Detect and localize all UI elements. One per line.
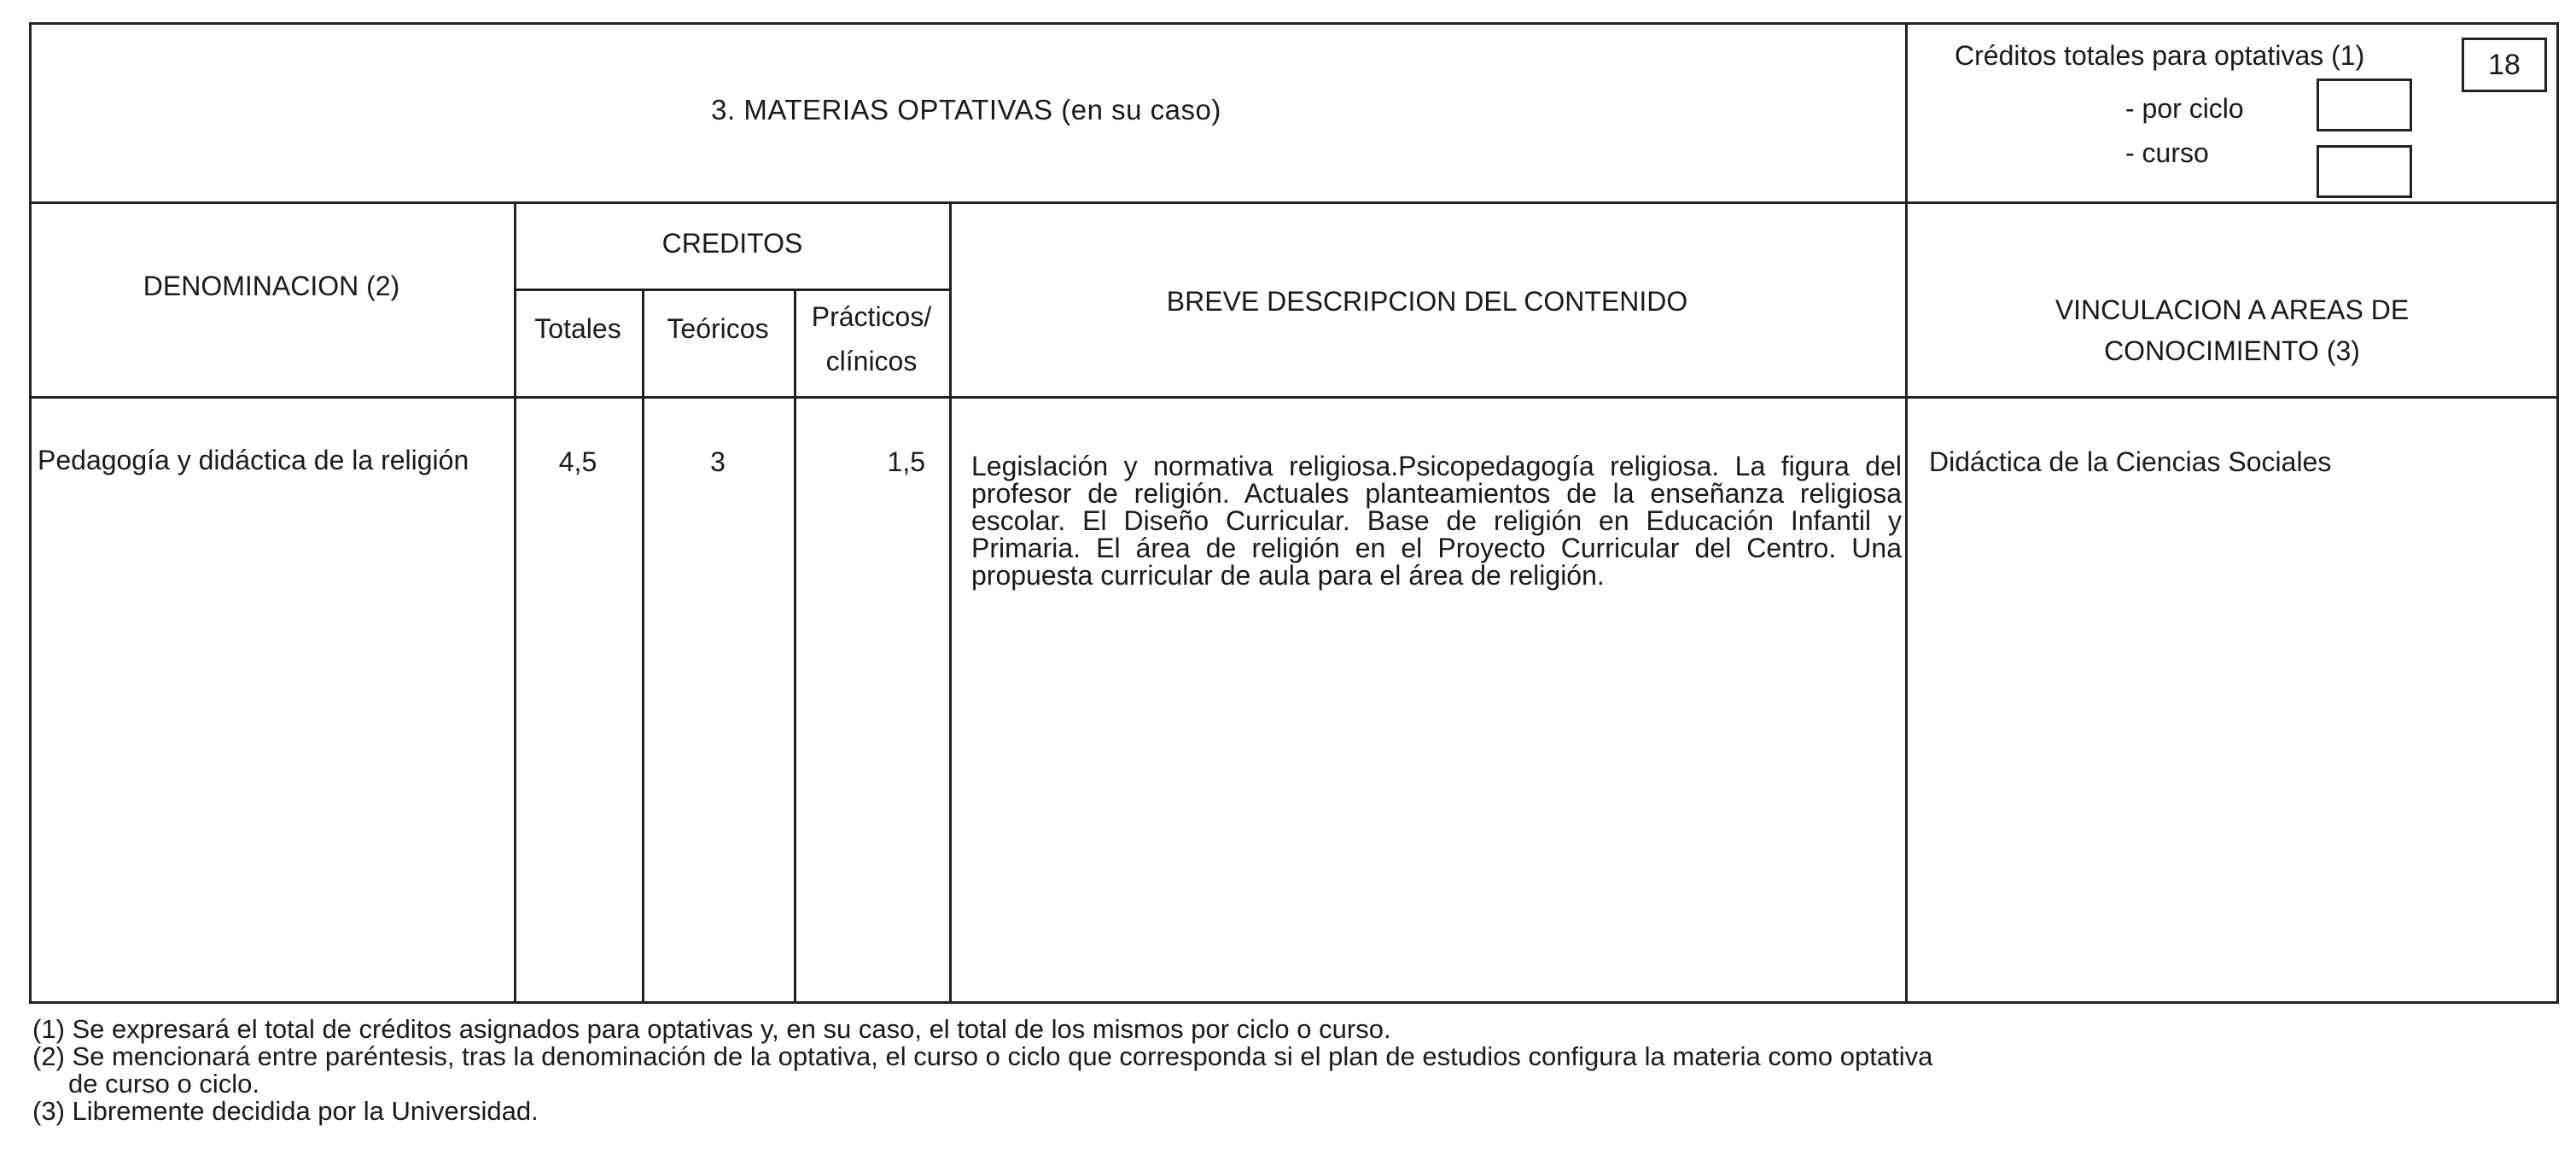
col-divider-descripcion: [1905, 22, 1908, 1004]
section-title: 3. MATERIAS OPTATIVAS (en su caso): [711, 94, 1221, 125]
vinculacion-header-line2: CONOCIMIENTO (3): [2104, 335, 2360, 366]
per-course-label: - curso: [2125, 137, 2209, 168]
creditos-subheader-divider: [514, 289, 951, 291]
totales-header: Totales: [534, 313, 621, 344]
footnotes: [32, 1016, 2559, 1125]
per-cycle-label: - por ciclo: [2125, 93, 2244, 124]
footnote-3: (3) Libremente decidida por la Universidad.: [32, 1096, 539, 1126]
per-course-box: [2317, 145, 2412, 198]
vinculacion-header-line1: VINCULACION A AREAS DE: [2054, 294, 2410, 325]
row-denominacion: Pedagogía y didáctica de la religión: [38, 445, 469, 475]
row-teoricos: 3: [710, 446, 726, 477]
header-divider: [29, 201, 2559, 204]
column-header-divider: [29, 396, 2559, 399]
practicos-header-line2: clínicos: [825, 346, 918, 376]
row-descripcion: Legislación y normativa religiosa.Psicopedagogía religiosa. La figura del profesor de religión. Actuales planteamientos de la enseñanza religiosa escolar. El Diseño Curricular. Base de religión en Educación Infantil y Primaria. El área de religión en el Proyecto Curricular del Centro. Una propuesta curricular de aula para el área de religión.: [971, 451, 1902, 591]
row-practicos: 1,5: [887, 446, 925, 477]
credits-total-value: 18: [2488, 48, 2521, 81]
credits-total-box: [2462, 38, 2547, 92]
row-totales: 4,5: [558, 446, 597, 477]
creditos-header: CREDITOS: [661, 228, 803, 259]
per-cycle-box: [2317, 79, 2412, 131]
col-divider-practicos: [949, 201, 952, 1004]
teoricos-header: Teóricos: [667, 313, 769, 344]
per-cycle-value: [2319, 81, 2410, 129]
col-divider-totales: [642, 289, 644, 1004]
footnote-2: (2) Se mencionará entre paréntesis, tras la denominación de la optativa, el curso o ciclo que corresponda si el plan de estudios configura la materia como optativa: [32, 1041, 1933, 1071]
col-divider-teoricos: [794, 289, 796, 1004]
denominacion-header: DENOMINACION (2): [143, 271, 400, 301]
credits-total-label: Créditos totales para optativas (1): [1955, 40, 2365, 71]
descripcion-header: BREVE DESCRIPCION DEL CONTENIDO: [1166, 286, 1688, 317]
row-vinculacion: Didáctica de la Ciencias Sociales: [1929, 446, 2332, 477]
footnote-1: (1) Se expresará el total de créditos asignados para optativas y, en su caso, el total de los mismos por ciclo o curso.: [32, 1014, 1391, 1044]
per-course-value: [2319, 148, 2410, 195]
footnote-2-continuation: de curso o ciclo.: [68, 1069, 259, 1099]
practicos-header-line1: Prácticos/: [811, 301, 932, 332]
